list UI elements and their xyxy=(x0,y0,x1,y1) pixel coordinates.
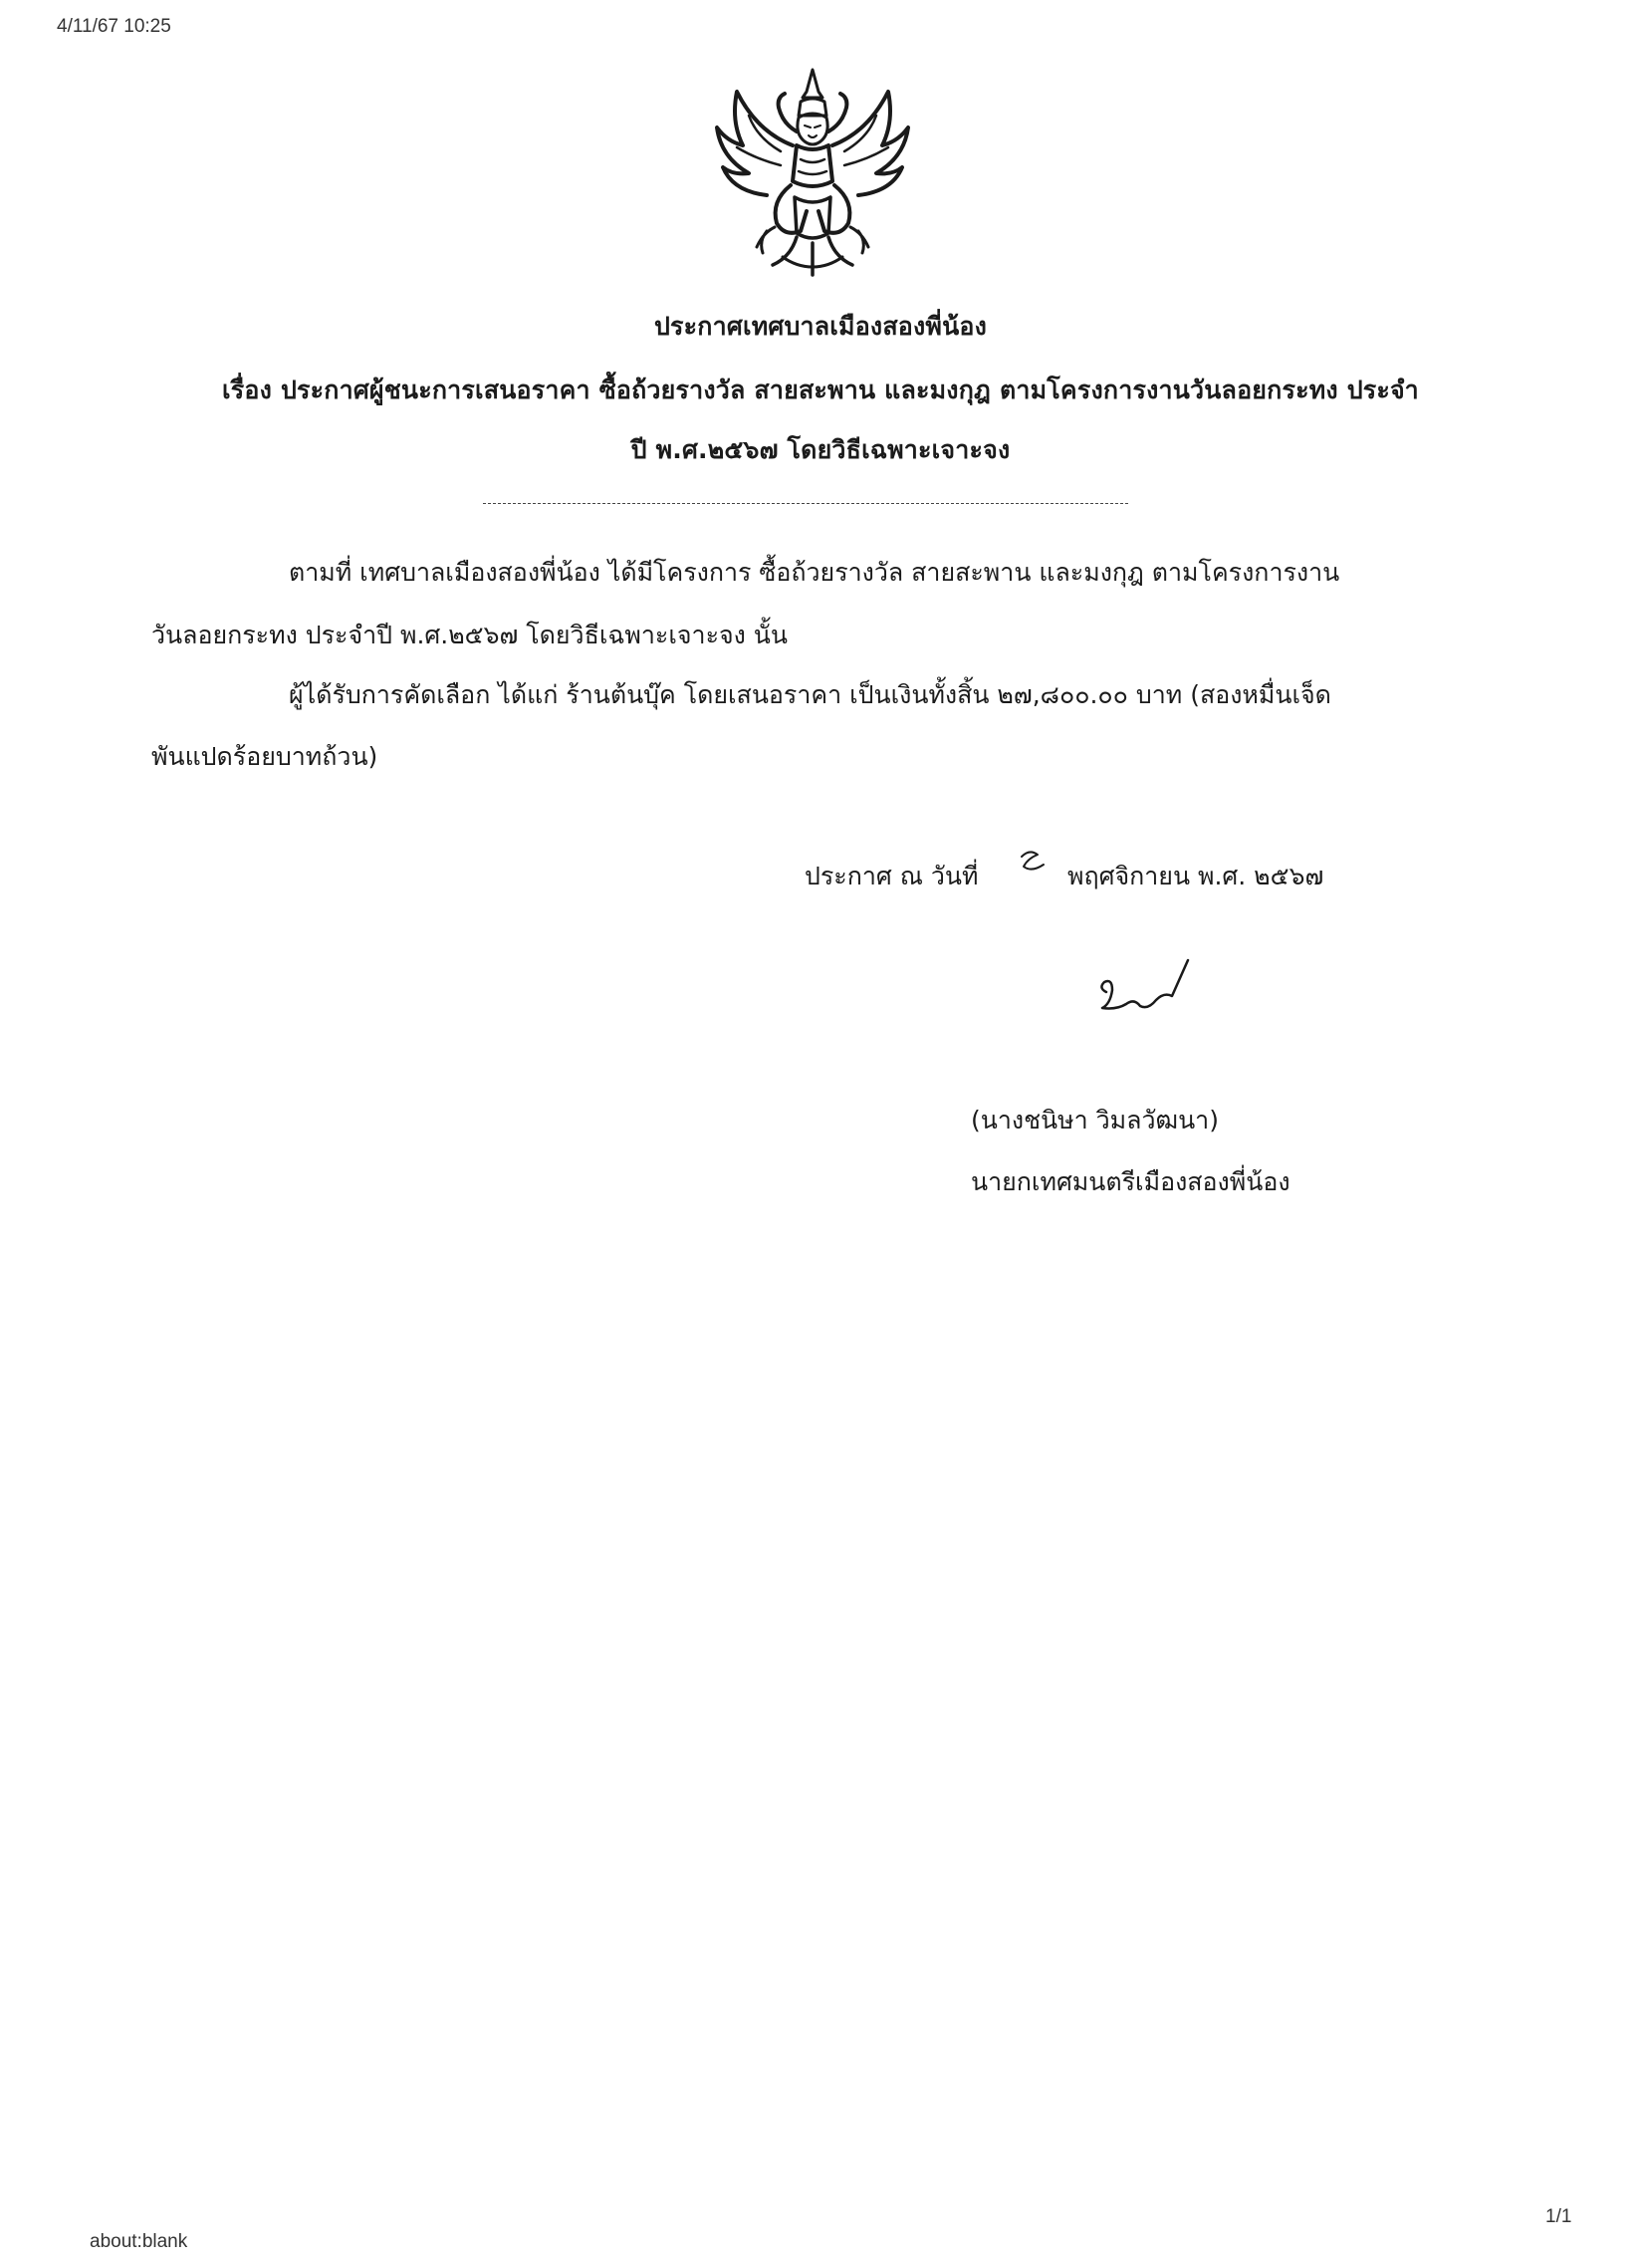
paragraph-2-line-2: พันแปดร้อยบาทถ้วน) xyxy=(151,742,378,771)
announcement-date-prefix: ประกาศ ณ วันที่ xyxy=(805,862,979,890)
page-number: 1/1 xyxy=(1545,2206,1572,2227)
title-separator xyxy=(483,503,1128,504)
signature-icon xyxy=(1090,948,1210,1028)
document-subject-line-1: เรื่อง ประกาศผู้ชนะการเสนอราคา ซื้อถ้วยรางวัล สายสะพาน และมงกุฎ ตามโครงการงานวันลอยกระทง ประจำ xyxy=(222,376,1419,404)
paragraph-1-line-1: ตามที่ เทศบาลเมืองสองพี่น้อง ได้มีโครงการ ซื้อถ้วยรางวัล สายสะพาน และมงกุฎ ตามโครงการงาน xyxy=(289,558,1340,587)
handwritten-day-number xyxy=(1016,845,1050,879)
paragraph-1-line-2: วันลอยกระทง ประจำปี พ.ศ.๒๕๖๗ โดยวิธีเฉพาะเจาะจง นั้น xyxy=(151,621,788,649)
document-subject-line-2: ปี พ.ศ.๒๕๖๗ โดยวิธีเฉพาะเจาะจง xyxy=(630,435,1011,464)
announcement-date-month-year: พฤศจิกายน พ.ศ. ๒๕๖๗ xyxy=(1067,862,1324,890)
signer-name: (นางชนิษา วิมลวัฒนา) xyxy=(971,1106,1219,1134)
print-url: about:blank xyxy=(90,2231,188,2252)
signer-title: นายกเทศมนตรีเมืองสองพี่น้อง xyxy=(971,1167,1290,1196)
print-timestamp: 4/11/67 10:25 xyxy=(57,16,171,37)
garuda-emblem-icon xyxy=(697,62,928,293)
document-title: ประกาศเทศบาลเมืองสองพี่น้อง xyxy=(653,312,987,341)
paragraph-2-line-1: ผู้ได้รับการคัดเลือก ได้แก่ ร้านต้นบุ๊ค โดยเสนอราคา เป็นเงินทั้งสิ้น ๒๗,๘๐๐.๐๐ บาท (สองหมื่นเจ็ด xyxy=(289,680,1331,709)
